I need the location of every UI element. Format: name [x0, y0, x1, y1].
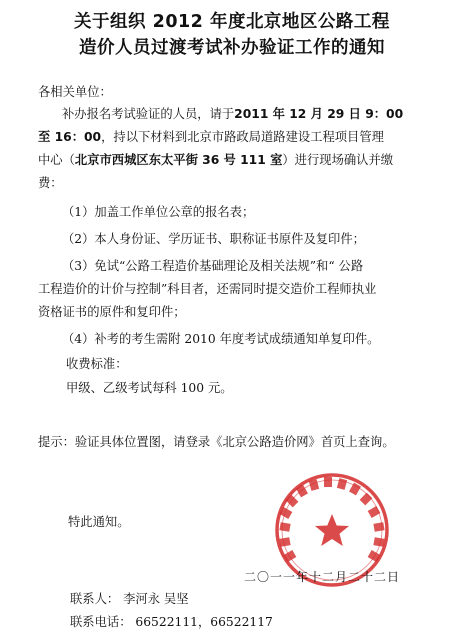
para1-text-d: ）进行现场确认并缴 — [282, 153, 394, 167]
closing-text: 特此通知。 — [68, 515, 130, 529]
list-item-3-line-3: 资格证书的原件和复印件； — [38, 305, 186, 319]
paragraph-1-line-4: 费： — [38, 176, 63, 190]
para1-date: 2011 年 12 月 29 日 9：00 — [234, 107, 404, 121]
salutation: 各相关单位： — [38, 85, 112, 99]
list-item-2: （2）本人身份证、学历证书、职称证书原件及复印件； — [62, 232, 365, 246]
list-item-3-line-1: （3）免试“公路工程造价基础理论及相关法规”和“ 公路 — [62, 259, 364, 273]
title-line-1: 关于组织 2012 年度北京地区公路工程 — [74, 12, 390, 32]
list-item-3-line-2: 工程造价的计价与控制”科目者，还需同时提交造价工程师执业 — [38, 282, 377, 296]
para1-text-a: 补办报名考试验证的人员，请于 — [62, 107, 235, 121]
paragraph-1-line-1 — [62, 106, 403, 122]
hint-text: 提示：验证具体位置图，请登录《北京公路造价网》首页上查询。 — [38, 435, 395, 449]
notice-date: 二〇一一年十二月二十二日 — [244, 570, 401, 584]
para1-address: 北京市西城区东太平街 36 号 111 室 — [74, 153, 283, 167]
paragraph-1-line-2 — [38, 129, 384, 145]
list-item-4: （4）补考的考生需附 2010 年度考试成绩通知单复印件。 — [62, 332, 380, 346]
contact-phone: 联系电话： 66522111，66522117 — [70, 615, 273, 629]
fee-detail: 甲级、乙级考试每科 100 元。 — [66, 381, 233, 395]
title-line-2: 造价人员过渡考试补办验证工作的通知 — [79, 38, 385, 58]
para1-text-c: 中心（ — [38, 153, 75, 167]
para1-text-b: ，持以下材料到北京市路政局道路建设工程项目管理 — [101, 130, 384, 144]
fee-label: 收费标准： — [66, 357, 128, 371]
paragraph-1-line-3 — [38, 152, 393, 168]
contact-person: 联系人： 李河永 吴坚 — [70, 592, 189, 606]
para1-time: 至 16：00 — [38, 130, 102, 144]
list-item-1: （1）加盖工作单位公章的报名表； — [62, 205, 255, 219]
